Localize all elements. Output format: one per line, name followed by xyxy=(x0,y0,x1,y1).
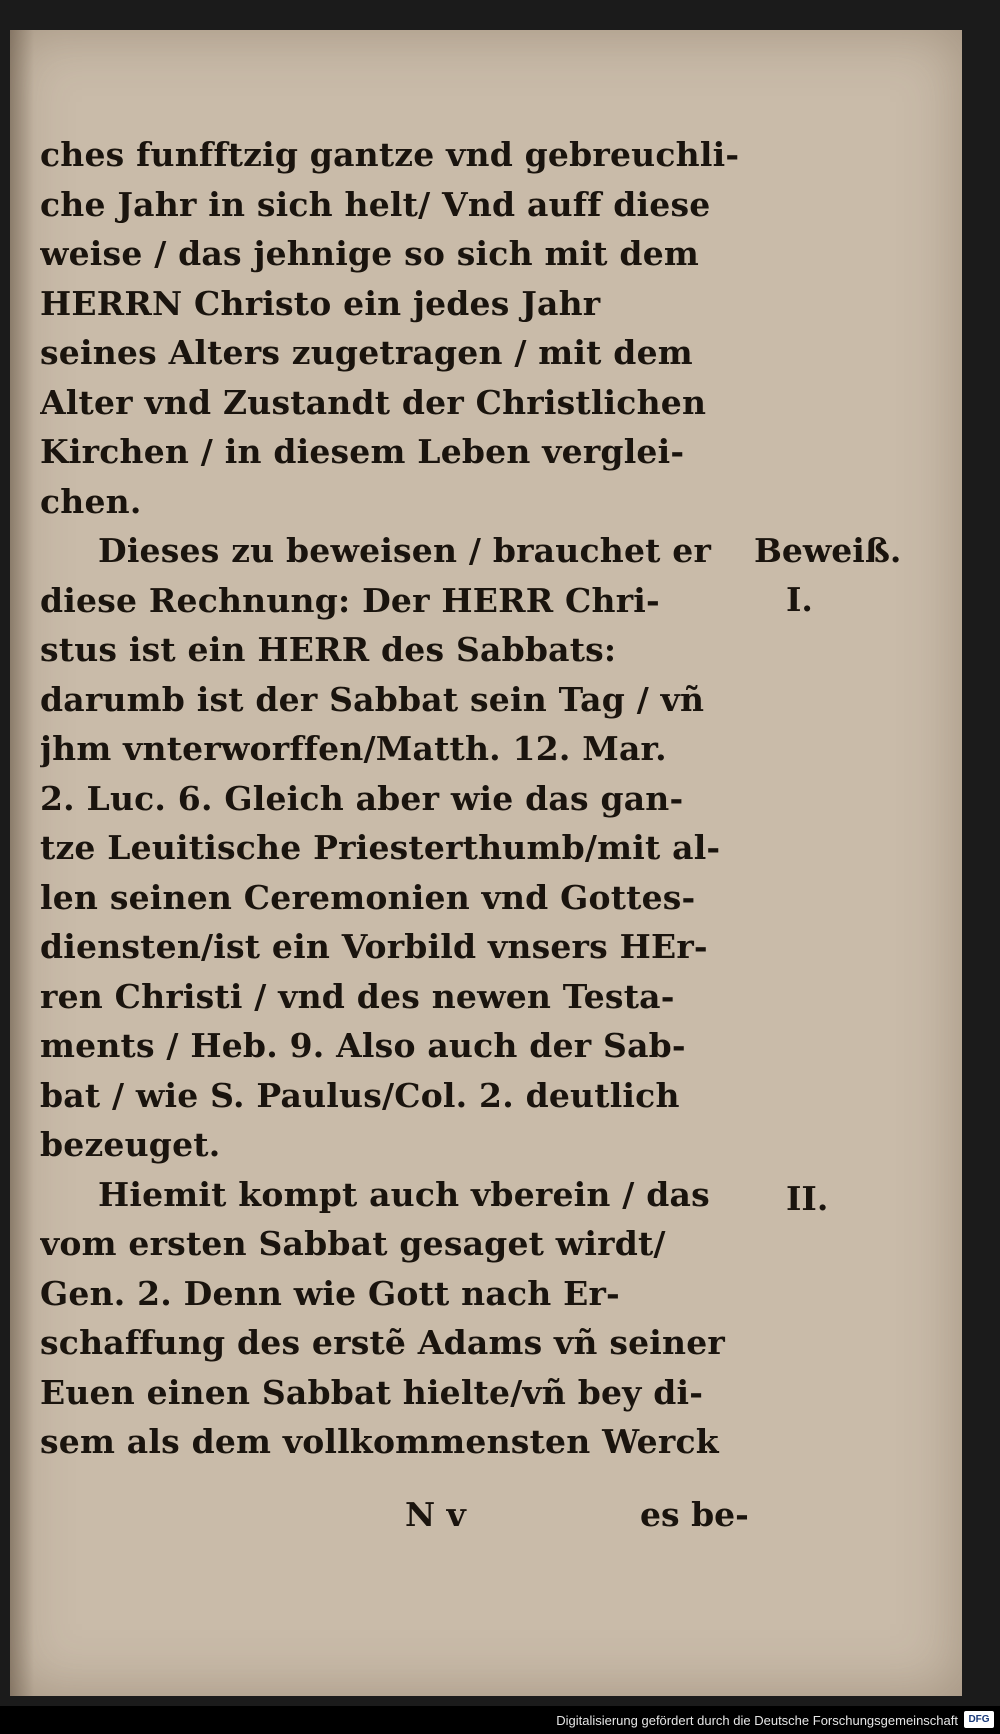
margin-note-second: II. xyxy=(786,1179,829,1218)
text-line: Euen einen Sabbat hielte/vñ bey di- xyxy=(40,1372,704,1412)
text-line: 2. Luc. 6. Gleich aber wie das gan- xyxy=(40,778,684,818)
text-line: stus ist ein HERR des Sabbats: xyxy=(40,630,617,669)
page-shadow-edge xyxy=(10,30,34,1696)
digitization-bar xyxy=(0,1706,1000,1734)
text-line: HERRN Christo ein jedes Jahr xyxy=(40,283,601,323)
text-line: sem als dem vollkommensten Werck xyxy=(40,1422,719,1461)
digitization-credit: Digitalisierung gefördert durch die Deutsche Forschungsgemeinschaft xyxy=(556,1713,958,1728)
text-line: jhm vnterworffen/Matth. 12. Mar. xyxy=(40,729,667,768)
catchword: es be- xyxy=(640,1495,749,1534)
signature-mark: N v xyxy=(405,1495,466,1534)
text-line: bat / wie S. Paulus/Col. 2. deutlich xyxy=(40,1075,680,1115)
text-line: Alter vnd Zustandt der Christlichen xyxy=(40,382,707,422)
margin-note-beweiss: Beweiß. xyxy=(754,531,902,570)
text-line: diese Rechnung: Der HERR Chri- xyxy=(40,580,660,620)
text-line: bezeuget. xyxy=(40,1125,221,1164)
text-line: ren Christi / vnd des newen Testa- xyxy=(40,976,675,1016)
text-line: Kirchen / in diesem Leben verglei- xyxy=(40,432,685,471)
book-page xyxy=(10,30,962,1696)
text-line: weise / das jehnige so sich mit dem xyxy=(40,234,700,273)
text-line: ments / Heb. 9. Also auch der Sab- xyxy=(40,1026,686,1065)
text-line: chen. xyxy=(40,481,142,521)
text-line: ches funfftzig gantze vnd gebreuchli- xyxy=(40,135,740,174)
text-line: Gen. 2. Denn wie Gott nach Er- xyxy=(40,1273,620,1313)
margin-note-first: I. xyxy=(786,580,813,619)
text-line: diensten/ist ein Vorbild vnsers HEr- xyxy=(40,927,708,966)
body-text xyxy=(40,130,760,1467)
text-line: vom ersten Sabbat gesaget wirdt/ xyxy=(40,1224,666,1263)
text-line: Dieses zu beweisen / brauchet er xyxy=(98,531,712,570)
text-line: darumb ist der Sabbat sein Tag / vñ xyxy=(40,679,705,719)
text-line: schaffung des erstẽ Adams vñ seiner xyxy=(40,1323,725,1362)
text-line: seines Alters zugetragen / mit dem xyxy=(40,333,693,372)
text-line: len seinen Ceremonien vnd Gottes- xyxy=(40,877,696,917)
text-line: che Jahr in sich helt/ Vnd auff diese xyxy=(40,184,711,224)
page-footer xyxy=(40,1495,760,1545)
text-line: tze Leuitische Priesterthumb/mit al- xyxy=(40,828,721,867)
text-line: Hiemit kompt auch vberein / das xyxy=(98,1174,710,1214)
dfg-logo-icon: DFG xyxy=(964,1711,994,1728)
